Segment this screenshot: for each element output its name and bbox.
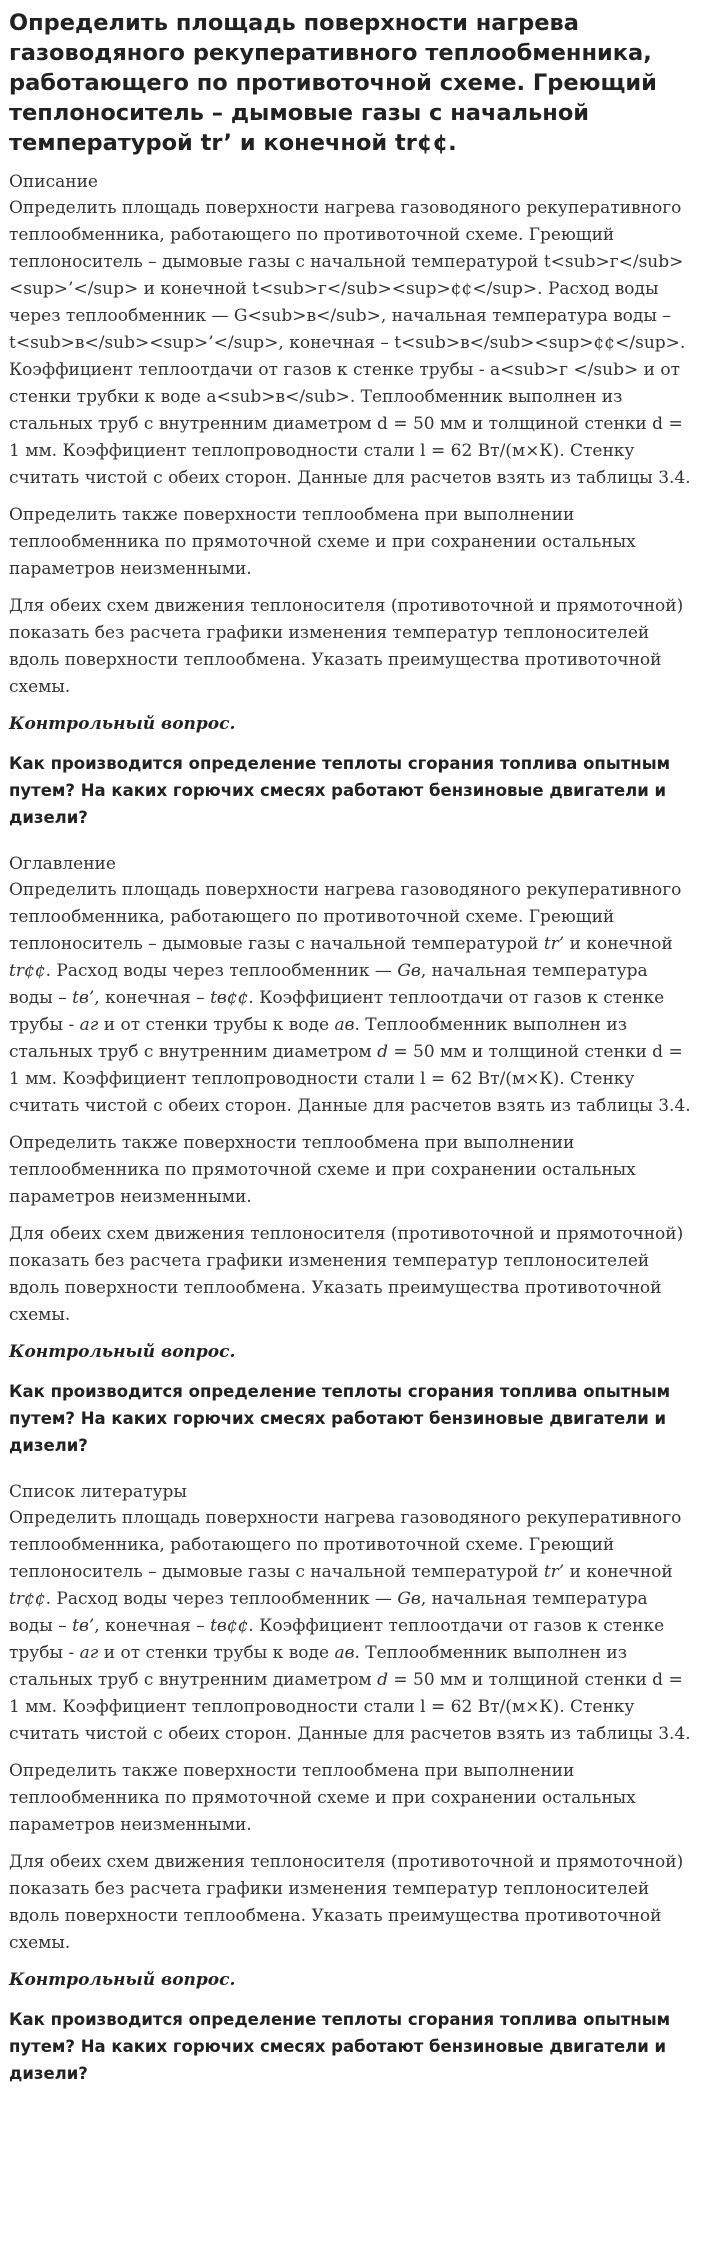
section-label-description: Описание bbox=[9, 172, 98, 192]
control-question: Как производится определение теплоты сгорания топлива опытным путем? На каких горючих смесях работают бензиновые двигатели и дизели? bbox=[9, 754, 671, 827]
description-section bbox=[9, 169, 693, 831]
description-paragraph-3: Для обеих схем движения теплоносителя (противоточной и прямоточной) показать без расчета графики изменения температур теплоносителей вдоль поверхности теплообмена. Указать преимущества противоточной схемы. bbox=[9, 596, 684, 697]
control-question-label: Контрольный вопрос. bbox=[9, 1342, 236, 1362]
control-question: Как производится определение теплоты сгорания топлива опытным путем? На каких горючих смесях работают бензиновые двигатели и дизели? bbox=[9, 2010, 671, 2083]
contents-section bbox=[9, 851, 693, 1459]
section-label-contents: Оглавление bbox=[9, 854, 116, 874]
section-label-references: Список литературы bbox=[9, 1482, 187, 1502]
references-paragraph-2: Определить также поверхности теплообмена при выполнении теплообменника по прямоточной схеме и при сохранении остальных параметров неизменными. bbox=[9, 1761, 636, 1835]
references-section bbox=[9, 1479, 693, 2087]
references-paragraph-3: Для обеих схем движения теплоносителя (противоточной и прямоточной) показать без расчета графики изменения температур теплоносителей вдоль поверхности теплообмена. Указать преимущества противоточной схемы. bbox=[9, 1852, 684, 1953]
page-title: Определить площадь поверхности нагрева газоводяного рекуперативного теплообменника, работающего по противоточной схеме. Греющий теплоноситель – дымовые газы с начальной температурой tr’ и конечной tr¢¢. bbox=[9, 10, 657, 156]
contents-paragraph-1: Определить площадь поверхности нагрева газоводяного рекуперативного теплообменника, работающего по противоточной схеме. Греющий теплоноситель – дымовые газы с начальной температурой tr’ и конечной tr¢¢. Расход воды через теплообменник — Gв, начальная температура воды – tв’, конечная – tв¢¢. Коэффициент теплоотдачи от газов к стенке трубы - aг и от стенки трубы к воде aв. Теплообменник выполнен из стальных труб с внутренним диаметром d = 50 мм и толщиной стенки d = 1 мм. Коэффициент теплопроводности стали l = 62 Вт/(м×К). Стенку считать чистой с обеих сторон. Данные для расчетов взять из таблицы 3.4. bbox=[9, 880, 691, 1116]
contents-paragraph-3: Для обеих схем движения теплоносителя (противоточной и прямоточной) показать без расчета графики изменения температур теплоносителей вдоль поверхности теплообмена. Указать преимущества противоточной схемы. bbox=[9, 1224, 684, 1325]
control-question-label: Контрольный вопрос. bbox=[9, 1970, 236, 1990]
description-paragraph-2: Определить также поверхности теплообмена при выполнении теплообменника по прямоточной схеме и при сохранении остальных параметров неизменными. bbox=[9, 505, 636, 579]
control-question-label: Контрольный вопрос. bbox=[9, 714, 236, 734]
contents-paragraph-2: Определить также поверхности теплообмена при выполнении теплообменника по прямоточной схеме и при сохранении остальных параметров неизменными. bbox=[9, 1133, 636, 1207]
control-question: Как производится определение теплоты сгорания топлива опытным путем? На каких горючих смесях работают бензиновые двигатели и дизели? bbox=[9, 1382, 671, 1455]
description-paragraph-1: Определить площадь поверхности нагрева газоводяного рекуперативного теплообменника, работающего по противоточной схеме. Греющий теплоноситель – дымовые газы с начальной температурой t<sub>г</sub><sup>’</sup> и конечной t<sub>г</sub><sup>¢¢</sup>. Расход воды через теплообменник — G<sub>в</sub>, начальная температура воды – t<sub>в</sub><sup>’</sup>, конечная – t<sub>в</sub><sup>¢¢</sup>. Коэффициент теплоотдачи от газов к стенке трубы - a<sub>г </sub> и от стенки трубки к воде a<sub>в</sub>. Теплообменник выполнен из стальных труб с внутренним диаметром d = 50 мм и толщиной стенки d = 1 мм. Коэффициент теплопроводности стали l = 62 Вт/(м×К). Стенку считать чистой с обеих сторон. Данные для расчетов взять из таблицы 3.4. bbox=[9, 198, 691, 488]
references-paragraph-1: Определить площадь поверхности нагрева газоводяного рекуперативного теплообменника, работающего по противоточной схеме. Греющий теплоноситель – дымовые газы с начальной температурой tr’ и конечной tr¢¢. Расход воды через теплообменник — Gв, начальная температура воды – tв’, конечная – tв¢¢. Коэффициент теплоотдачи от газов к стенке трубы - aг и от стенки трубы к воде aв. Теплообменник выполнен из стальных труб с внутренним диаметром d = 50 мм и толщиной стенки d = 1 мм. Коэффициент теплопроводности стали l = 62 Вт/(м×К). Стенку считать чистой с обеих сторон. Данные для расчетов взять из таблицы 3.4. bbox=[9, 1508, 691, 1744]
